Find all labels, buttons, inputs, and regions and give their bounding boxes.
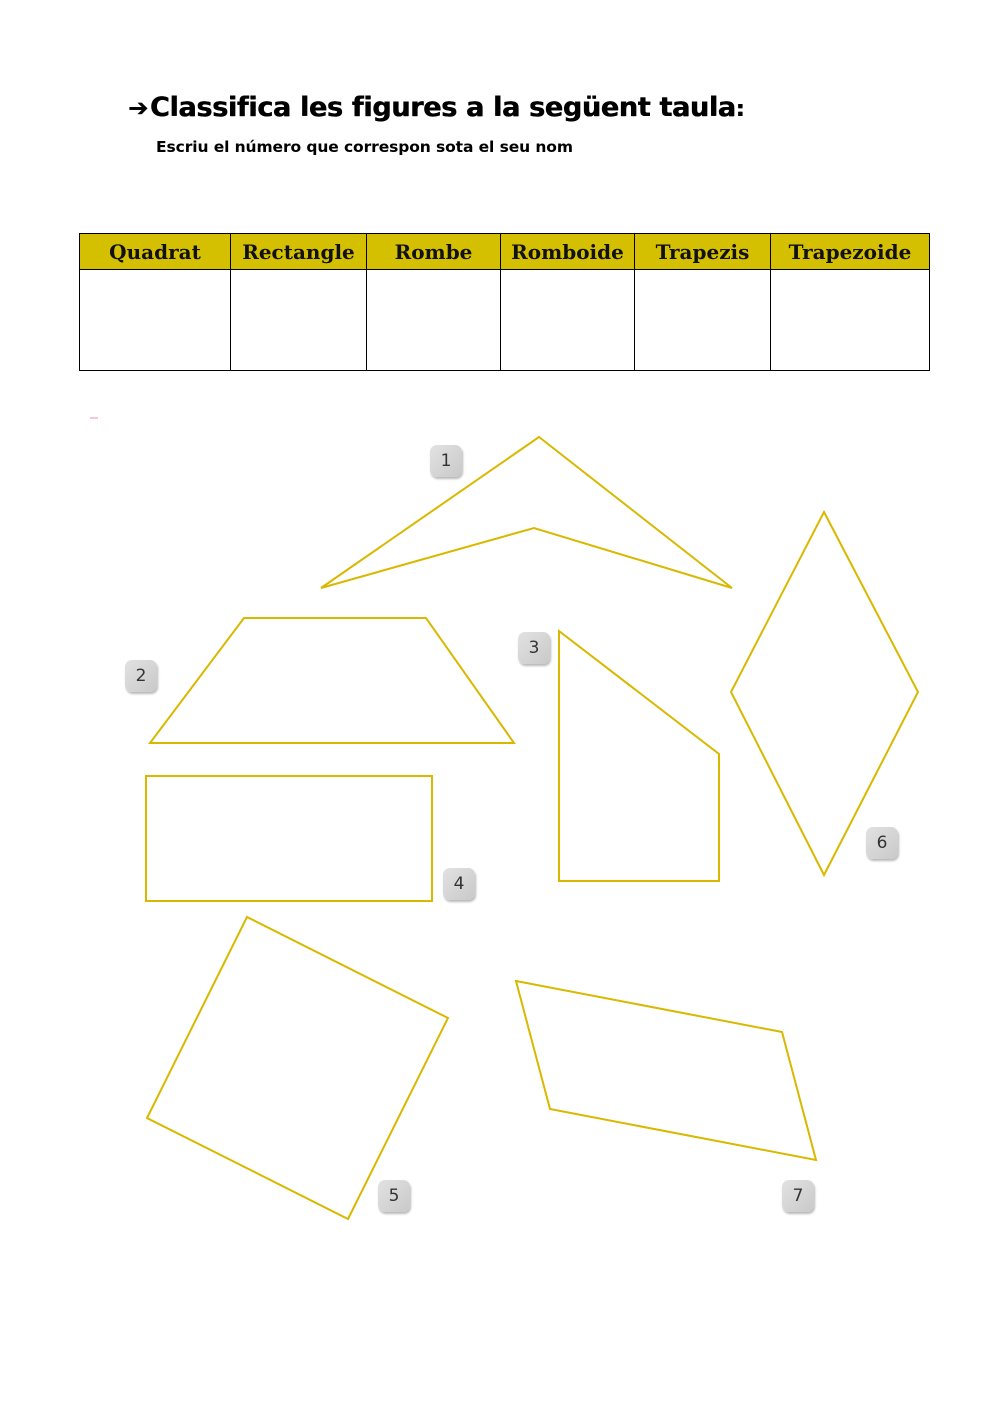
- column-header-quadrat: Quadrat: [80, 234, 231, 270]
- exercise-title-colon: :: [735, 97, 745, 122]
- column-header-trapezis: Trapezis: [635, 234, 771, 270]
- figure-label-1: 1: [430, 445, 462, 477]
- figure-1-arrowhead: [321, 437, 732, 588]
- column-header-rectangle: Rectangle: [231, 234, 367, 270]
- column-header-rombe: Rombe: [367, 234, 501, 270]
- figure-label-6: 6: [866, 827, 898, 859]
- column-header-trapezoide: Trapezoide: [771, 234, 930, 270]
- figure-label-5: 5: [378, 1180, 410, 1212]
- exercise-instruction: Escriu el número que correspon sota el seu nom: [156, 138, 573, 156]
- column-header-romboide: Romboide: [501, 234, 635, 270]
- figure-4-rectangle: [146, 776, 432, 901]
- figure-6-rhombus: [731, 512, 918, 875]
- figure-2-trapezium: [150, 618, 514, 743]
- figure-label-3: 3: [518, 632, 550, 664]
- exercise-title-text: Classifica les figures a la següent taula: [149, 92, 736, 123]
- arrow-icon: ➔: [128, 94, 148, 122]
- figure-3-trapezoid: [559, 631, 719, 881]
- figure-label-7: 7: [782, 1180, 814, 1212]
- figure-7-rhomboid: [516, 981, 816, 1160]
- figure-5-square: [147, 917, 448, 1219]
- figure-label-4: 4: [443, 868, 475, 900]
- figure-label-2: 2: [125, 660, 157, 692]
